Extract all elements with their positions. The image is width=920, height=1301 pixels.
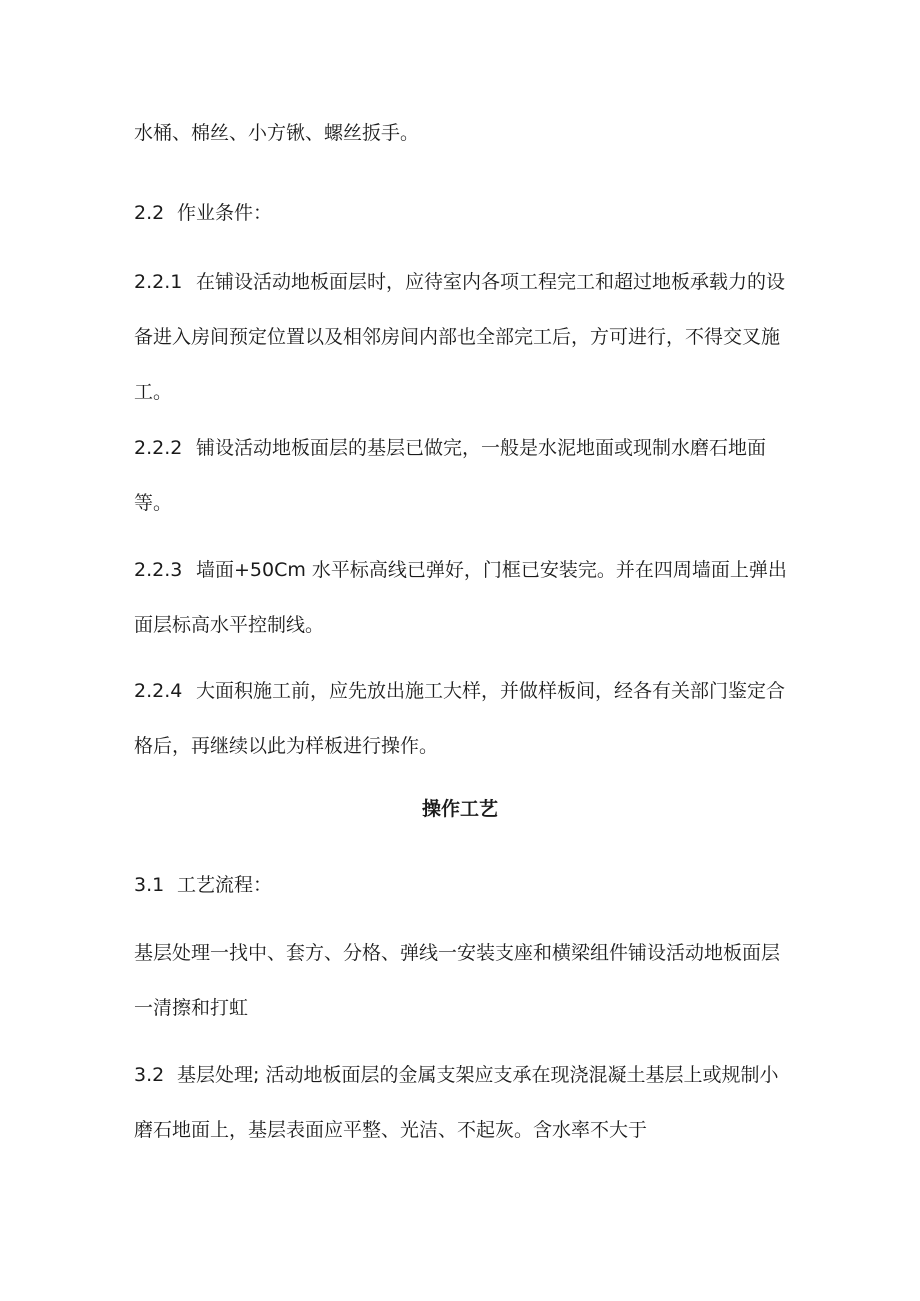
flow-paragraph <box>134 926 794 1036</box>
item-text: 在铺设活动地板面层时，应待室内各项工程完工和超过地板承载力的设备进入房间预定位置以及相邻房间内部也全部完工后，方可进行，不得交叉施工。 <box>134 271 786 403</box>
section-text: 基层处理; 活动地板面层的金属支架应支承在现浇混凝土基层上或规制小磨石地面上，基层表面应平整、光洁、不起灰。含水率不大于 <box>134 1064 779 1141</box>
item-text: 墙面+50Cm 水平标高线已弹好，门框已安装完。并在四周墙面上弹出面层标高水平控制线。 <box>134 559 787 636</box>
section-title: 作业条件： <box>177 202 273 224</box>
section-number: 3.1 <box>134 874 165 896</box>
item-text: 铺设活动地板面层的基层已做完，一般是水泥地面或现制水磨石地面等。 <box>134 437 767 514</box>
section-heading: 操作工艺 <box>421 798 498 820</box>
section-number: 2.2 <box>134 202 165 224</box>
item-2-2-1 <box>134 255 794 420</box>
item-number: 2.2.2 <box>134 437 183 459</box>
section-3-2 <box>134 1048 794 1158</box>
item-2-2-4 <box>134 664 794 774</box>
section-3-1-title <box>134 858 794 913</box>
item-2-2-2 <box>134 421 794 531</box>
section-title: 工艺流程： <box>177 874 273 896</box>
item-number: 2.2.4 <box>134 680 183 702</box>
item-text: 大面积施工前，应先放出施工大样，并做样板间，经各有关部门鉴定合格后，再继续以此为样板进行操作。 <box>134 680 786 757</box>
tools-text: 水桶、棉丝、小方锹、螺丝扳手。 <box>134 122 420 144</box>
section-number: 3.2 <box>134 1064 165 1086</box>
item-number: 2.2.3 <box>134 559 183 581</box>
item-2-2-3 <box>134 543 794 653</box>
tools-line <box>134 106 794 161</box>
section-2-2-title <box>134 186 794 241</box>
flow-text: 基层处理一找中、套方、分格、弹线一安装支座和横梁组件铺设活动地板面层一清擦和打虹 <box>134 942 781 1019</box>
item-number: 2.2.1 <box>134 271 183 293</box>
